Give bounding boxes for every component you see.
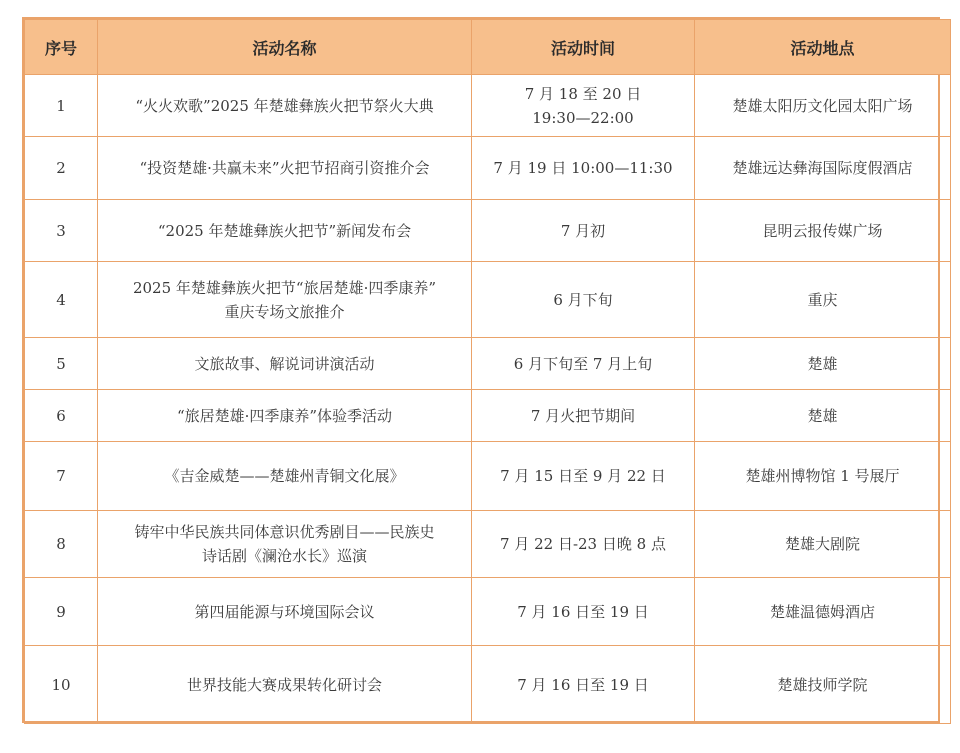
table-row xyxy=(25,578,951,646)
row-index: 1 xyxy=(25,75,98,137)
activity-name-line: 铸牢中华民族共同体意识优秀剧目——民族史 xyxy=(134,523,435,541)
activity-name xyxy=(98,578,472,646)
table-row xyxy=(25,262,951,338)
activity-place: 楚雄州博物馆 1 号展厅 xyxy=(695,442,951,511)
header-activity-place: 活动地点 xyxy=(695,20,951,75)
row-index: 2 xyxy=(25,137,98,200)
activity-name xyxy=(98,390,472,442)
activity-name xyxy=(98,338,472,390)
activity-time xyxy=(472,442,695,511)
activity-name-line: “投资楚雄·共赢未来”火把节招商引资推介会 xyxy=(139,159,430,177)
activity-time xyxy=(472,390,695,442)
activity-place: 楚雄 xyxy=(695,338,951,390)
activity-name-line: “旅居楚雄·四季康养”体验季活动 xyxy=(176,406,393,425)
activity-name xyxy=(98,262,472,338)
header-index: 序号 xyxy=(25,20,98,75)
activity-name-line: 文旅故事、解说词讲演活动 xyxy=(194,354,375,373)
activity-name-line: 诗话剧《澜沧水长》巡演 xyxy=(201,547,367,565)
activity-table-frame xyxy=(22,17,940,723)
activity-name-line: “2025 年楚雄彝族火把节”新闻发布会 xyxy=(157,221,412,240)
header-activity-time: 活动时间 xyxy=(472,20,695,75)
activity-time xyxy=(472,137,695,200)
table-row xyxy=(25,200,951,262)
activity-time xyxy=(472,338,695,390)
activity-time-line: 7 月 22 日-23 日晚 8 点 xyxy=(500,535,666,553)
activity-time-line: 7 月 19 日 10:00—11:30 xyxy=(493,159,673,177)
activity-name-line: 世界技能大赛成果转化研讨会 xyxy=(186,675,382,694)
activity-time xyxy=(472,578,695,646)
activity-name xyxy=(98,75,472,137)
table-row xyxy=(25,75,951,137)
table-row xyxy=(25,390,951,442)
activity-time-line: 7 月 15 日至 9 月 22 日 xyxy=(500,467,666,485)
activity-time xyxy=(472,511,695,578)
table-body xyxy=(25,75,951,724)
activity-time xyxy=(472,262,695,338)
activity-time xyxy=(472,646,695,724)
activity-name xyxy=(98,137,472,200)
activity-place: 楚雄远达彝海国际度假酒店 xyxy=(695,137,951,200)
activity-time-line: 7 月火把节期间 xyxy=(530,406,636,425)
table-header-row xyxy=(25,20,951,75)
activity-name-line: 2025 年楚雄彝族火把节“旅居楚雄·四季康养” xyxy=(132,278,437,297)
activity-time-line: 7 月初 xyxy=(560,221,606,240)
activity-table xyxy=(24,19,951,724)
activity-time xyxy=(472,75,695,137)
row-index: 5 xyxy=(25,338,98,390)
activity-place: 楚雄 xyxy=(695,390,951,442)
row-index: 9 xyxy=(25,578,98,646)
activity-time-line: 7 月 18 至 20 日 xyxy=(524,84,642,103)
row-index: 3 xyxy=(25,200,98,262)
row-index: 4 xyxy=(25,262,98,338)
activity-name-line: 《吉金威楚——楚雄州青铜文化展》 xyxy=(164,467,405,485)
activity-time-line: 6 月下旬 xyxy=(553,290,613,309)
activity-name-line: 重庆专场文旅推介 xyxy=(224,302,345,321)
activity-name xyxy=(98,646,472,724)
table-row xyxy=(25,646,951,724)
activity-name xyxy=(98,200,472,262)
table-row xyxy=(25,511,951,578)
activity-time-line: 7 月 16 日至 19 日 xyxy=(517,675,649,694)
activity-place: 楚雄温德姆酒店 xyxy=(695,578,951,646)
activity-name xyxy=(98,442,472,511)
activity-place: 楚雄技师学院 xyxy=(695,646,951,724)
activity-place: 重庆 xyxy=(695,262,951,338)
activity-time xyxy=(472,200,695,262)
row-index: 7 xyxy=(25,442,98,511)
row-index: 8 xyxy=(25,511,98,578)
activity-place: 楚雄大剧院 xyxy=(695,511,951,578)
row-index: 10 xyxy=(25,646,98,724)
activity-place: 昆明云报传媒广场 xyxy=(695,200,951,262)
activity-place: 楚雄太阳历文化园太阳广场 xyxy=(695,75,951,137)
activity-name-line: “火火欢歌”2025 年楚雄彝族火把节祭火大典 xyxy=(135,96,434,115)
activity-time-line: 19:30—22:00 xyxy=(532,108,634,127)
table-row xyxy=(25,137,951,200)
table-row xyxy=(25,442,951,511)
activity-name xyxy=(98,511,472,578)
activity-time-line: 7 月 16 日至 19 日 xyxy=(517,602,649,621)
row-index: 6 xyxy=(25,390,98,442)
activity-time-line: 6 月下旬至 7 月上旬 xyxy=(513,354,653,373)
activity-name-line: 第四届能源与环境国际会议 xyxy=(194,602,375,621)
header-activity-name: 活动名称 xyxy=(98,20,472,75)
table-row xyxy=(25,338,951,390)
